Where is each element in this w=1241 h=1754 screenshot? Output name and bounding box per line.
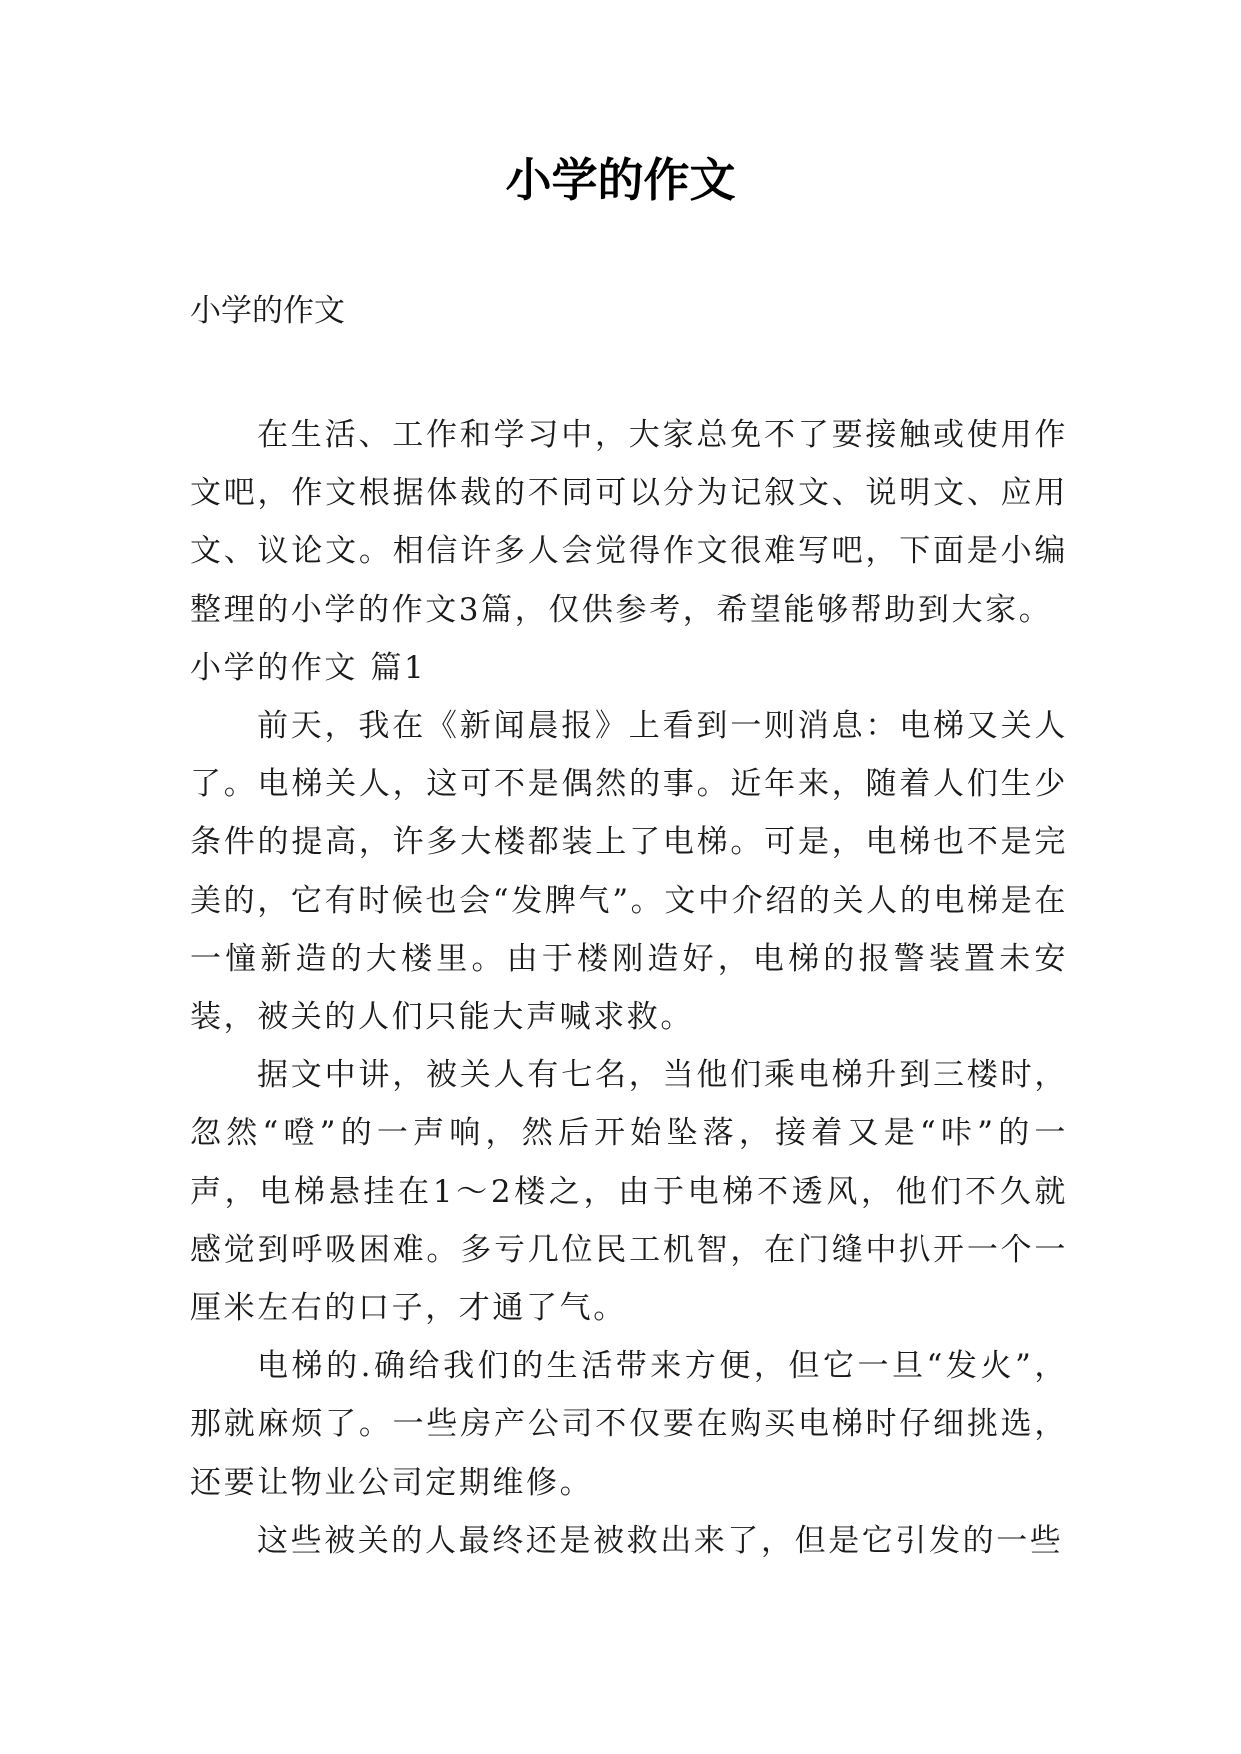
document-subtitle: 小学的作文 [190,293,345,329]
paragraph: 这些被关的人最终还是被救出来了，但是它引发的一些 [257,1522,1064,1559]
paragraph-intro: 在生活、工作和学习中，大家总免不了要接触或使用作文吧，作文根据体裁的不同可以分为记叙文、说明文、应用文、议论文。相信许多人会觉得作文很难写吧，下面是小编整理的小学的作文3篇，仅供参考，希望能够帮助到大家。 [190,417,1068,628]
section-heading: 小学的作文 篇1 [190,649,427,686]
paragraph: 据文中讲，被关人有七名，当他们乘电梯升到三楼时，忽然“噔”的一声响，然后开始坠落，接着又是“咔”的一声，电梯悬挂在1～2楼之，由于电梯不透风，他们不久就感觉到呼吸困难。多亏几位民工机智，在门缝中扒开一个一厘米左右的口子，才通了气。 [190,1057,1068,1327]
document-body [190,406,1068,1570]
paragraph: 电梯的.确给我们的生活带来方便，但它一旦“发火”，那就麻烦了。一些房产公司不仅要在购买电梯时仔细挑选，还要让物业公司定期维修。 [190,1348,1068,1501]
document-title: 小学的作文 [505,153,736,207]
paragraph: 前天，我在《新闻晨报》上看到一则消息：电梯又关人了。电梯关人，这可不是偶然的事。近年来，随着人们生少条件的提高，许多大楼都装上了电梯。可是，电梯也不是完美的，它有时候也会“发脾气”。文中介绍的关人的电梯是在一憧新造的大楼里。由于楼刚造好，电梯的报警装置未安装，被关的人们只能大声喊求救。 [190,708,1068,1036]
